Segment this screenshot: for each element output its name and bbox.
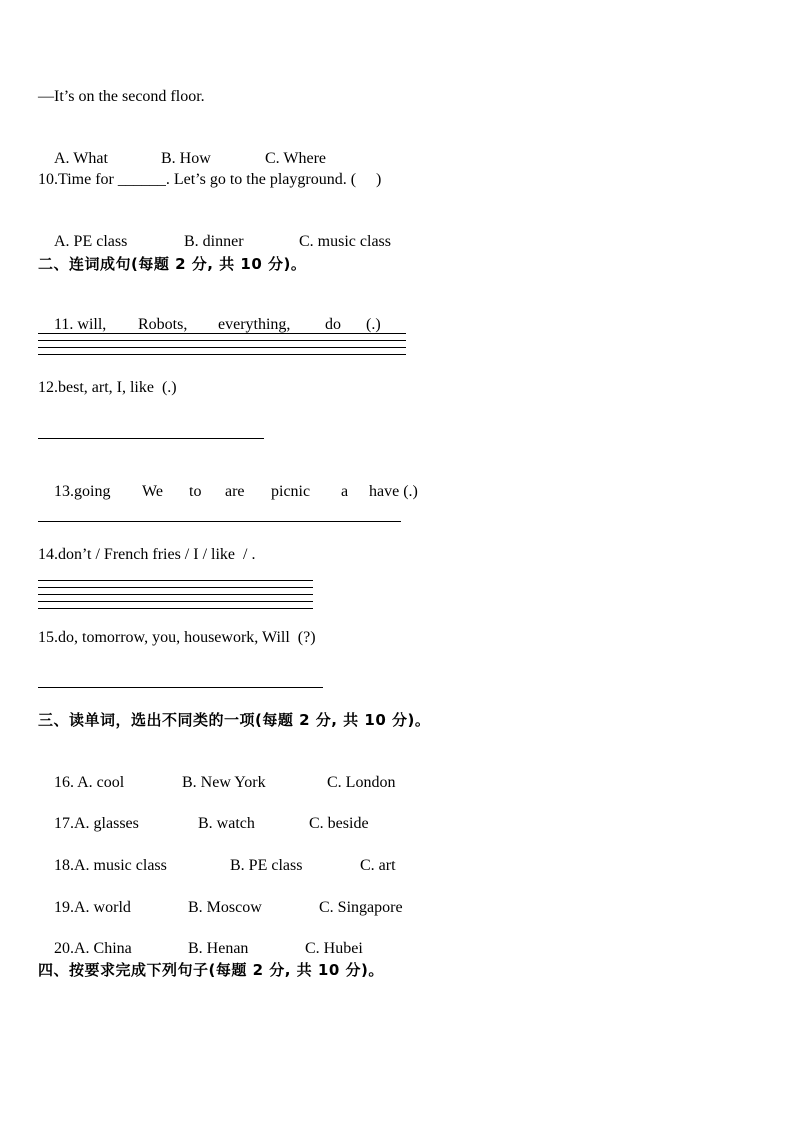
q10-option-b: B. dinner (184, 233, 244, 250)
q18-option: B. PE class (230, 857, 303, 874)
q20-option: B. Henan (188, 940, 249, 957)
answer-line (38, 333, 406, 334)
answer-line (38, 347, 406, 348)
q16-option: C. London (327, 774, 396, 791)
q9-option-a: A. What (54, 150, 108, 167)
q11-words (38, 295, 381, 355)
q14-words: 14.don’t / French fries / I / like / . (38, 546, 256, 563)
q20-option: C. Hubei (305, 940, 363, 957)
answer-line (38, 354, 406, 355)
q12-words: 12.best, art, I, like (.) (38, 379, 177, 396)
q9-option-b: B. How (161, 150, 211, 167)
section-2-title: 二、连词成句(每题 2 分, 共 10 分)。 (38, 255, 307, 273)
answer-line (38, 601, 313, 602)
answer-line (38, 580, 313, 581)
q10-stem: 10.Time for ______. Let’s go to the playground. ( ) (38, 171, 382, 188)
q17-option: C. beside (309, 815, 369, 832)
q19-option: 19.A. world (54, 899, 131, 916)
q10-option-c: C. music class (299, 233, 391, 250)
q11-word: everything, (218, 316, 291, 333)
q9-answer: —It’s on the second floor. (38, 88, 205, 105)
q11-word: 11. will, (54, 316, 107, 333)
answer-line (38, 521, 401, 522)
q13-word: We (142, 483, 163, 500)
section-3-title: 三、读单词，选出不同类的一项(每题 2 分, 共 10 分)。 (38, 711, 431, 729)
answer-line (38, 687, 323, 688)
q17-option: B. watch (198, 815, 255, 832)
q15-words: 15.do, tomorrow, you, housework, Will (?) (38, 629, 316, 646)
q13-word: to (189, 483, 202, 500)
q19-option: B. Moscow (188, 899, 262, 916)
answer-line (38, 438, 264, 439)
q13-words (38, 462, 418, 522)
q13-word: picnic (271, 483, 311, 500)
q9-option-c: C. Where (265, 150, 327, 167)
q11-word: (.) (366, 316, 381, 333)
q13-word: a (341, 483, 349, 500)
answer-line (38, 608, 313, 609)
q13-word: have (.) (369, 483, 418, 500)
section-4-title: 四、按要求完成下列句子(每题 2 分, 共 10 分)。 (38, 961, 384, 979)
q19-option: C. Singapore (319, 899, 403, 916)
q13-word: are (225, 483, 245, 500)
q11-word: do (325, 316, 341, 333)
q11-word: Robots, (138, 316, 188, 333)
q18-option: C. art (360, 857, 396, 874)
q13-word: 13.going (54, 483, 111, 500)
q10-option-a: A. PE class (54, 233, 128, 250)
q18-option: 18.A. music class (54, 857, 167, 874)
q20-option: 20.A. China (54, 940, 132, 957)
answer-line (38, 594, 313, 595)
q16-option: 16. A. cool (54, 774, 125, 791)
answer-line (38, 340, 406, 341)
q17-option: 17.A. glasses (54, 815, 139, 832)
q16-option: B. New York (182, 774, 266, 791)
answer-line (38, 587, 313, 588)
